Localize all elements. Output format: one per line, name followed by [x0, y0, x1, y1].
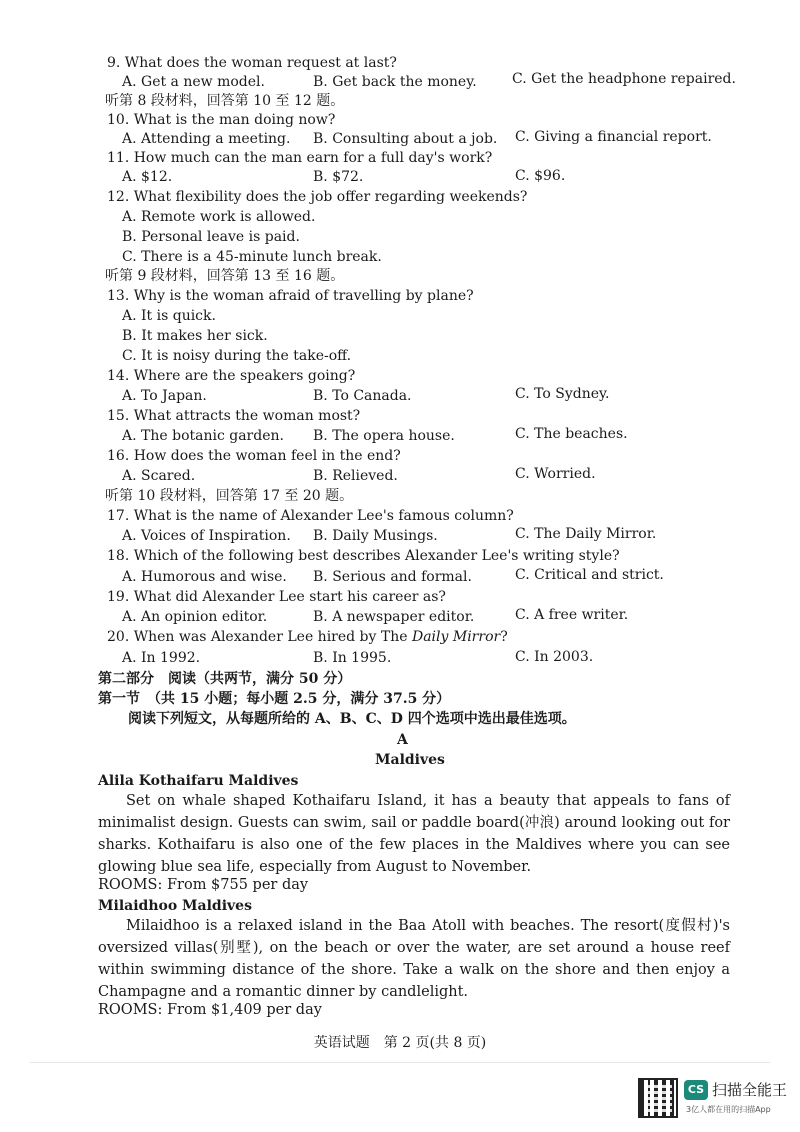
- scanner-subtitle: 3亿人都在用的扫描App: [686, 1105, 771, 1114]
- question-10: 10. What is the man doing now?: [107, 112, 336, 128]
- hotel-2-rooms: ROOMS: From $1,409 per day: [98, 1002, 322, 1018]
- q10-option-c: C. Giving a financial report.: [515, 129, 712, 145]
- section-9-instruction: 听第 9 段材料，回答第 13 至 16 题。: [105, 268, 345, 284]
- hotel-1-body: Set on whale shaped Kothaifaru Island, it has a beauty that appeals to fans of minimalist design. Guests can swim, sail or paddle board(冲浪) around looking out for sharks. Kothaifaru is also one of the few places in the Maldives where you can see glowing blue sea life, especially from August to November.: [98, 793, 730, 875]
- part-2-title: 第二部分 阅读（共两节，满分 50 分）: [98, 671, 352, 687]
- hotel-1-description: [98, 790, 730, 878]
- question-20-suffix: ?: [500, 629, 508, 645]
- section-10-instruction: 听第 10 段材料，回答第 17 至 20 题。: [105, 488, 354, 504]
- q9-option-b: B. Get back the money.: [313, 74, 477, 90]
- page-footer: 英语试题 第 2 页(共 8 页): [313, 1035, 487, 1051]
- scanner-title: 扫描全能王: [712, 1081, 788, 1099]
- q20-option-a: A. In 1992.: [122, 650, 201, 666]
- q13-option-a: A. It is quick.: [122, 308, 216, 324]
- question-14: 14. Where are the speakers going?: [107, 368, 356, 384]
- q12-option-a: A. Remote work is allowed.: [122, 209, 316, 225]
- q18-option-a: A. Humorous and wise.: [122, 569, 287, 585]
- q14-option-c: C. To Sydney.: [515, 386, 610, 402]
- q15-option-a: A. The botanic garden.: [122, 428, 284, 444]
- q19-option-b: B. A newspaper editor.: [313, 609, 475, 625]
- q9-option-a: A. Get a new model.: [122, 74, 265, 90]
- question-13: 13. Why is the woman afraid of travelling by plane?: [107, 288, 474, 304]
- hotel-1-name: Alila Kothaifaru Maldives: [98, 773, 299, 789]
- q14-option-a: A. To Japan.: [122, 388, 207, 404]
- q11-option-a: A. $12.: [122, 169, 173, 185]
- q18-option-b: B. Serious and formal.: [313, 569, 472, 585]
- footer-divider: [30, 1062, 770, 1063]
- q10-option-a: A. Attending a meeting.: [122, 131, 291, 147]
- question-16: 16. How does the woman feel in the end?: [107, 448, 401, 464]
- question-9: 9. What does the woman request at last?: [107, 55, 397, 71]
- q12-option-b: B. Personal leave is paid.: [122, 229, 300, 245]
- question-17: 17. What is the name of Alexander Lee's famous column?: [107, 508, 514, 524]
- question-12: 12. What flexibility does the job offer regarding weekends?: [107, 189, 528, 205]
- q10-option-b: B. Consulting about a job.: [313, 131, 498, 147]
- q16-option-b: B. Relieved.: [313, 468, 398, 484]
- q15-option-c: C. The beaches.: [515, 426, 628, 442]
- q16-option-c: C. Worried.: [515, 466, 596, 482]
- question-20: [107, 628, 508, 646]
- question-20-prefix: 20. When was Alexander Lee hired by The: [107, 629, 412, 645]
- q18-option-c: C. Critical and strict.: [515, 567, 664, 583]
- hotel-2-description: [98, 915, 730, 1003]
- question-15: 15. What attracts the woman most?: [107, 408, 361, 424]
- q17-option-b: B. Daily Musings.: [313, 528, 438, 544]
- q19-option-a: A. An opinion editor.: [122, 609, 268, 625]
- q17-option-a: A. Voices of Inspiration.: [122, 528, 291, 544]
- qr-code-icon: [638, 1078, 678, 1118]
- q13-option-c: C. It is noisy during the take-off.: [122, 348, 352, 364]
- hotel-1-rooms: ROOMS: From $755 per day: [98, 877, 309, 893]
- q9-option-c: C. Get the headphone repaired.: [512, 71, 736, 87]
- hotel-2-name: Milaidhoo Maldives: [98, 898, 252, 914]
- question-11: 11. How much can the man earn for a full day's work?: [107, 150, 493, 166]
- q17-option-c: C. The Daily Mirror.: [515, 526, 657, 542]
- passage-letter: A: [397, 732, 408, 748]
- q13-option-b: B. It makes her sick.: [122, 328, 268, 344]
- hotel-2-body: Milaidhoo is a relaxed island in the Baa Atoll with beaches. The resort(度假村)'s oversized villas(别墅), on the beach or over the water, are set around a house reef within swimming distance of the shore. Take a walk on the shore and then enjoy a Champagne and a romantic dinner by candlelight.: [98, 918, 730, 1000]
- q11-option-b: B. $72.: [313, 169, 364, 185]
- q16-option-a: A. Scared.: [122, 468, 196, 484]
- section-1-title: 第一节 （共 15 小题；每小题 2.5 分，满分 37.5 分）: [98, 691, 451, 707]
- question-20-italic: Daily Mirror: [411, 629, 501, 645]
- q19-option-c: C. A free writer.: [515, 607, 629, 623]
- question-19: 19. What did Alexander Lee start his career as?: [107, 589, 446, 605]
- q20-option-b: B. In 1995.: [313, 650, 392, 666]
- camscanner-logo-icon: CS: [684, 1080, 708, 1100]
- q11-option-c: C. $96.: [515, 168, 566, 184]
- q20-option-c: C. In 2003.: [515, 649, 594, 665]
- q14-option-b: B. To Canada.: [313, 388, 412, 404]
- passage-title: Maldives: [375, 752, 445, 768]
- q12-option-c: C. There is a 45-minute lunch break.: [122, 249, 382, 265]
- q15-option-b: B. The opera house.: [313, 428, 455, 444]
- question-18: 18. Which of the following best describes Alexander Lee's writing style?: [107, 548, 620, 564]
- reading-instruction: 阅读下列短文，从每题所给的 A、B、C、D 四个选项中选出最佳选项。: [128, 711, 576, 727]
- section-8-instruction: 听第 8 段材料，回答第 10 至 12 题。: [105, 93, 345, 109]
